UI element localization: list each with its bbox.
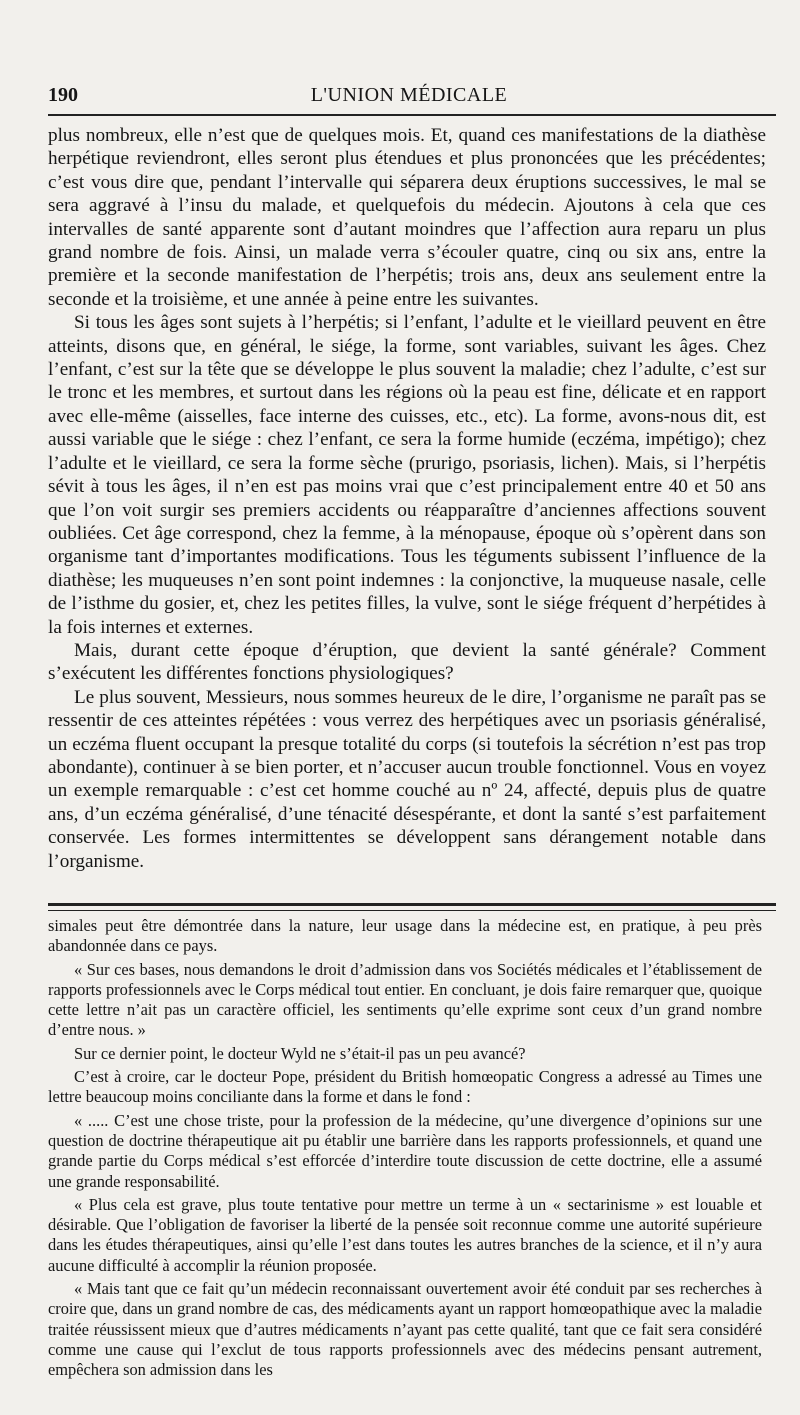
feuilleton-paragraph: « Mais tant que ce fait qu’un médecin reconnaissant ouvertement avoir été conduit par ses recherches à croire que, dans un grand nombre de cas, des médicaments ayant un rapport homœopathique avec la maladie traitée réussissent mieux que d’autres médicaments n’ayant pas cette qualité, tant que ce fait sera considéré comme une cause qui l’exclut de tous rapports professionnels avec des médecins pensant autrement, empêchera son admission dans les	[48, 1279, 762, 1380]
page-header	[48, 84, 770, 112]
page-number: 190	[48, 84, 78, 106]
feuilleton-paragraph: C’est à croire, car le docteur Pope, président du British homœopatic Congress a adressé au Times une lettre beaucoup moins conciliante dans la forme et dans le fond :	[48, 1067, 762, 1107]
feuilleton-paragraph: Sur ce dernier point, le docteur Wyld ne s’était-il pas un peu avancé?	[74, 1043, 526, 1063]
main-article	[48, 124, 766, 873]
journal-title: L'UNION MÉDICALE	[310, 84, 508, 106]
feuilleton-section	[48, 916, 762, 1381]
article-paragraph: plus nombreux, elle n’est que de quelques mois. Et, quand ces manifestations de la diathèse herpétique reviendront, elles seront plus étendues et plus prononcées que les précédentes; c’est vous dire que, pendant l’intervalle qui séparera deux éruptions successives, le mal se sera aggravé à l’insu du malade, et quelquefois du médecin. Ajoutons à cela que ces intervalles de santé apparente sont d’autant moindres que l’affection aura reparu un plus grand nombre de fois. Ainsi, un malade verra s’écouler quatre, cinq ou six ans, entre la première et la seconde manifestation de l’herpétis; trois ans, deux ans seulement entre la seconde et la troisième, et une année à peine entre les suivantes.	[48, 125, 766, 310]
article-paragraph: Mais, durant cette époque d’éruption, que devient la santé générale? Comment s’exécutent les différentes fonctions physiologiques?	[48, 639, 766, 685]
header-rule	[48, 114, 776, 116]
feuilleton-paragraph: « ..... C’est une chose triste, pour la profession de la médecine, qu’une divergence d’opinions sur une question de doctrine thérapeutique ait pu établir une barrière dans les rapports professionnels, et quand une grande partie du Corps médical s’est efforcée d’interdire toute discussion de cette doctrine, elle a assumé une grande responsabilité.	[48, 1110, 762, 1191]
article-paragraph: Le plus souvent, Messieurs, nous sommes heureux de le dire, l’organisme ne paraît pas se ressentir de ces atteintes répétées : vous verrez des herpétiques avec un psoriasis généralisé, un eczéma fluent occupant la presque totalité du corps (si toutefois la sécrétion n’est pas trop abondante), continuer à se bien porter, et n’accuser aucun trouble fonctionnel. Vous en voyez un exemple remarquable : c’est cet homme couché au nº 24, affecté, depuis plus de quatre ans, d’un eczéma généralisé, d’une ténacité désespérante, et dont la santé s’est parfaitement conservée. Les formes intermittentes se développent sans dérangement notable dans l’organisme.	[48, 686, 766, 872]
feuilleton-paragraph: simales peut être démontrée dans la nature, leur usage dans la médecine est, en pratique, à peu près abandonnée dans ce pays.	[48, 916, 762, 956]
article-paragraph: Si tous les âges sont sujets à l’herpétis; si l’enfant, l’adulte et le vieillard peuvent en être atteints, disons que, en général, le siége, la forme, sont variables, suivant les âges. Chez l’enfant, c’est sur la tête que se développe le plus souvent la maladie; chez l’adulte, c’est sur le tronc et les membres, et surtout dans les régions où la peau est fine, délicate et en rapport avec elle-même (aisselles, face interne des cuisses, etc., etc). La forme, avons-nous dit, est aussi variable que le siége : chez l’enfant, ce sera la forme humide (eczéma, impétigo); chez l’adulte et le vieillard, ce sera la forme sèche (prurigo, psoriasis, lichen). Mais, si l’herpétis sévit à tous les âges, il n’en est pas moins vrai que c’est principalement entre 40 et 50 ans que l’on voit surgir ses premiers accidents ou réapparaître d’anciennes affections souvent oubliées. Cet âge correspond, chez la femme, à la ménopause, époque où s’opèrent dans son organisme tant d’importantes modifications. Tous les téguments subissent l’influence de la diathèse; les muqueuses n’en sont point indemnes : la conjonctive, la muqueuse nasale, celle de l’isthme du gosier, et, chez les petites filles, la vulve, sont le siége fréquent d’herpétides à la fois internes et externes.	[48, 312, 766, 638]
feuilleton-paragraph: « Plus cela est grave, plus toute tentative pour mettre un terme à un « sectarinisme » est louable et désirable. Que l’obligation de favoriser la liberté de la pensée soit reconnue comme une autorité supérieure dans les études thérapeutiques, ainsi qu’elle l’est dans toutes les autres branches de la science, et il n’y aura aucune difficulté à accomplir la réunion proposée.	[48, 1194, 762, 1275]
feuilleton-paragraph: « Sur ces bases, nous demandons le droit d’admission dans vos Sociétés médicales et l’établissement de rapports professionnels avec le Corps médical tout entier. En concluant, je dois faire remarquer que, quoique cette lettre n’ait pas un caractère officiel, les sentiments qu’elle exprime sont ceux d’un grand nombre d’entre nous. »	[48, 959, 762, 1040]
